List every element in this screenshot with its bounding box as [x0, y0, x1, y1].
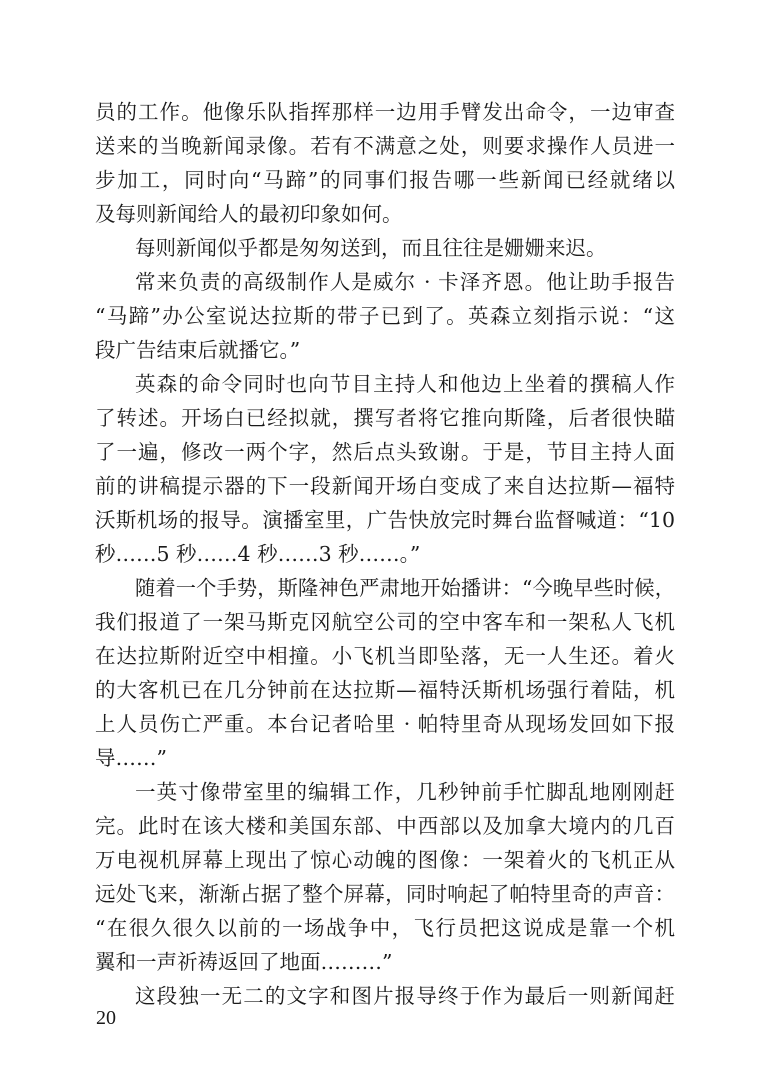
text-line: 员的工作。他像乐队指挥那样一边用手臂发出命令，一边审查	[95, 100, 675, 124]
text-line: 前的讲稿提示器的下一段新闻开场白变成了来自达拉斯—福特	[95, 474, 675, 498]
text-line: 段广告结束后就播它。”	[95, 338, 301, 362]
text-line: 送来的当晚新闻录像。若有不满意之处，则要求操作人员进一	[95, 134, 675, 158]
text-line: 了一遍，修改一两个字，然后点头致谢。于是，节目主持人面	[95, 440, 675, 464]
text-line: 随着一个手势，斯隆神色严肃地开始播讲：“今晚早些时候，	[135, 576, 675, 600]
page-number: 20	[96, 1007, 116, 1029]
text-line: 常来负责的高级制作人是威尔 · 卡泽齐恩。他让助手报告	[135, 270, 675, 294]
text-line: “在很久很久以前的一场战争中，飞行员把这说成是靠一个机	[95, 916, 675, 940]
text-line: 远处飞来，渐渐占据了整个屏幕，同时响起了帕特里奇的声音：	[95, 882, 675, 906]
text-line: 在达拉斯附近空中相撞。小飞机当即坠落，无一人生还。着火	[95, 644, 675, 668]
text-line: 我们报道了一架马斯克冈航空公司的空中客车和一架私人飞机	[95, 610, 675, 634]
text-line: 及每则新闻给人的最初印象如何。	[95, 202, 403, 226]
text-line: 步加工，同时向“马蹄”的同事们报告哪一些新闻已经就绪以	[95, 168, 675, 192]
text-line: 英森的命令同时也向节目主持人和他边上坐着的撰稿人作	[135, 372, 675, 396]
text-line: 秒……5 秒……4 秒……3 秒……。”	[95, 542, 421, 566]
text-line: 沃斯机场的报导。演播室里，广告快放完时舞台监督喊道：“10	[95, 508, 675, 532]
text-line: 导……”	[95, 746, 167, 770]
text-line: 完。此时在该大楼和美国东部、中西部以及加拿大境内的几百	[95, 814, 675, 838]
text-line: 了转述。开场白已经拟就，撰写者将它推向斯隆，后者很快瞄	[95, 406, 675, 430]
text-line: 万电视机屏幕上现出了惊心动魄的图像：一架着火的飞机正从	[95, 848, 675, 872]
text-line: 一英寸像带室里的编辑工作，几秒钟前手忙脚乱地刚刚赶	[135, 780, 675, 804]
text-line: 的大客机已在几分钟前在达拉斯—福特沃斯机场强行着陆，机	[95, 678, 675, 702]
text-line: 这段独一无二的文字和图片报导终于作为最后一则新闻赶	[135, 984, 675, 1008]
text-line: 翼和一声祈祷返回了地面………”	[95, 950, 393, 974]
text-line: “马蹄”办公室说达拉斯的带子已到了。英森立刻指示说：“这	[95, 304, 675, 328]
text-line: 每则新闻似乎都是匆匆送到，而且往往是姗姗来迟。	[135, 236, 607, 260]
text-line: 上人员伤亡严重。本台记者哈里 · 帕特里奇从现场发回如下报	[95, 712, 675, 736]
